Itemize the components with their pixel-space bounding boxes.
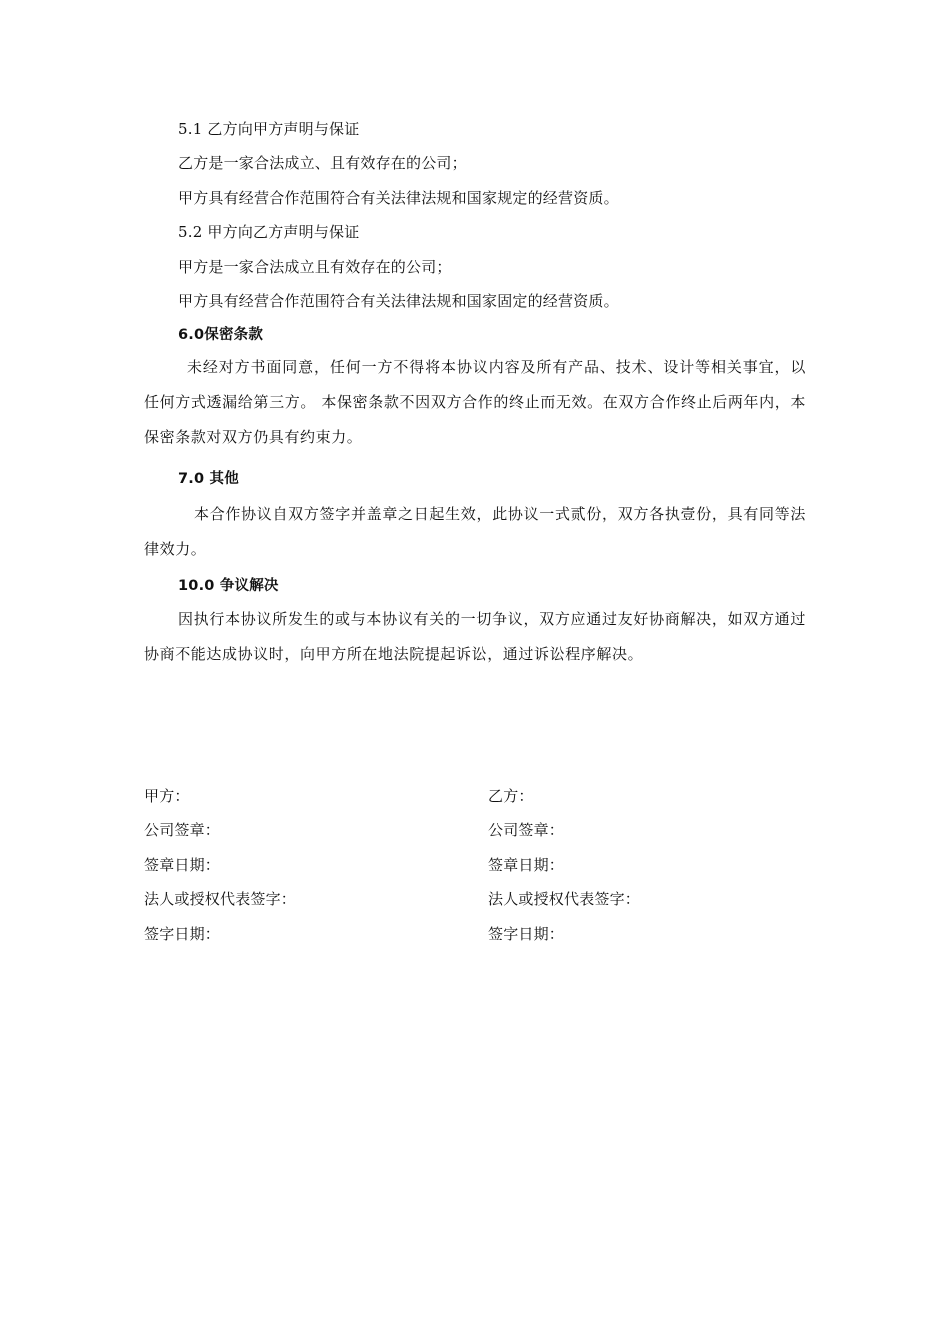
section-7-title: 7.0 其他 (178, 471, 239, 487)
party-a-rep-sign-label: 法人或授权代表签字： (144, 890, 297, 909)
party-a-seal-label: 公司签章： (144, 821, 221, 840)
party-b-rep-sign-label: 法人或授权代表签字： (488, 890, 641, 909)
section-6-body: 未经对方书面同意，任何一方不得将本协议内容及所有产品、技术、设计等相关事宜，以任何方式透漏给第三方。 本保密条款不因双方合作的终止而无效。在双方合作终止后两年内，本保密条款对双方仍具有约束力。 (144, 358, 806, 446)
party-b-seal-date-label: 签章日期： (488, 855, 565, 874)
section-5-2-item-2: 甲方具有经营合作范围符合有关法律法规和国家固定的经营资质。 (178, 292, 619, 310)
party-b-signature-block (488, 786, 808, 958)
party-a-label: 甲方： (144, 787, 190, 805)
party-b-label: 乙方： (488, 787, 534, 805)
section-5-2-item-1: 甲方是一家合法成立且有效存在的公司； (178, 258, 452, 276)
section-6-title: 6.0保密条款 (178, 327, 264, 343)
section-10-title: 10.0 争议解决 (178, 578, 279, 594)
section-5-2-title: 5.2 甲方向乙方声明与保证 (178, 223, 360, 241)
section-7-body: 本合作协议自双方签字并盖章之日起生效，此协议一式贰份，双方各执壹份，具有同等法律效力。 (144, 505, 806, 558)
party-a-signature-block (144, 786, 464, 958)
section-5-1-title: 5.1 乙方向甲方声明与保证 (178, 120, 360, 138)
section-5-1-item-1: 乙方是一家合法成立、且有效存在的公司； (178, 154, 467, 172)
party-a-sign-date-label: 签字日期： (144, 924, 221, 943)
party-b-seal-label: 公司签章： (488, 821, 565, 840)
party-b-sign-date-label: 签字日期： (488, 924, 565, 943)
section-5-1-item-2: 甲方具有经营合作范围符合有关法律法规和国家规定的经营资质。 (178, 189, 619, 207)
party-a-seal-date-label: 签章日期： (144, 855, 221, 874)
section-10-body: 因执行本协议所发生的或与本协议有关的一切争议，双方应通过友好协商解决，如双方通过协商不能达成协议时，向甲方所在地法院提起诉讼，通过诉讼程序解决。 (144, 610, 806, 663)
